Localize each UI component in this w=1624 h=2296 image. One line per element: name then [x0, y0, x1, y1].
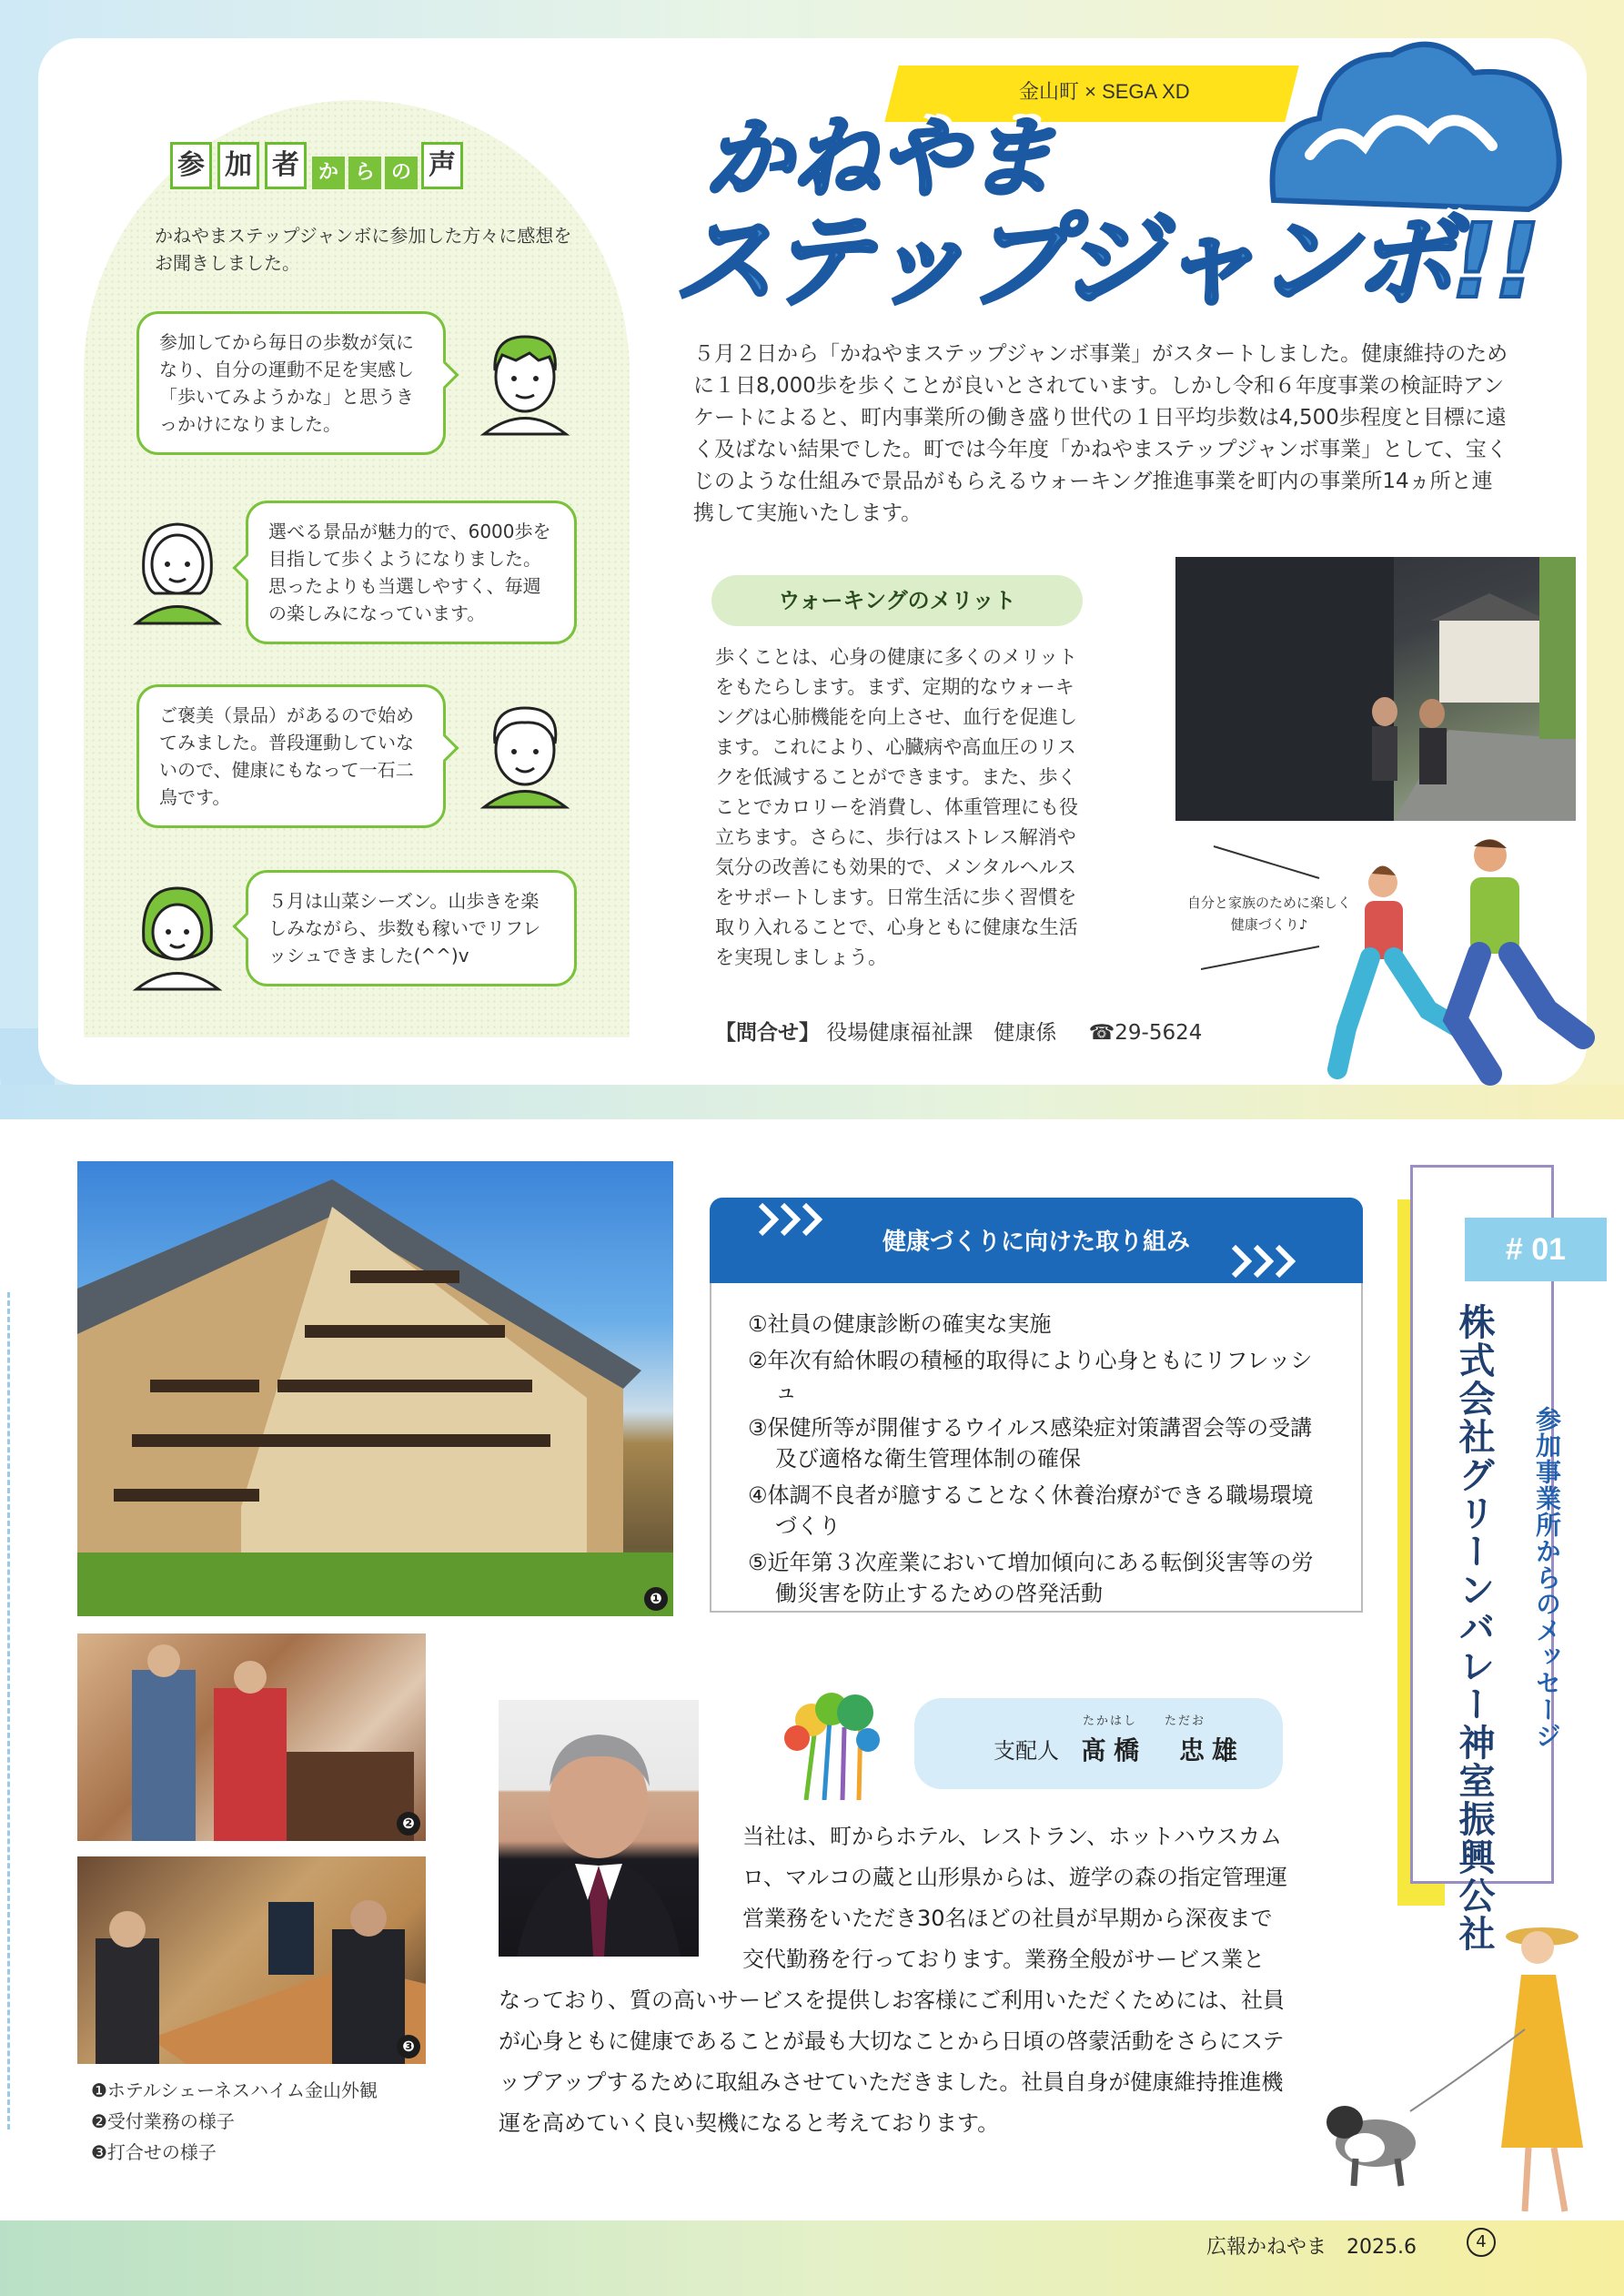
page-number: 4 [1467, 2228, 1496, 2257]
section-label: 参加事業所からのメッセージ [1532, 1406, 1562, 1749]
voices-heading [170, 142, 469, 189]
meeting-photo-illustration [77, 1856, 426, 2064]
reception-photo-illustration [77, 1633, 426, 1841]
manager-name: 髙橋 忠雄 [1081, 1735, 1246, 1765]
runner-caption: 自分と家族のために楽しく健康づくり♪ [1186, 895, 1351, 933]
voice-bubble [136, 684, 446, 828]
contact-info [715, 1016, 1202, 1046]
meeting-photo [77, 1856, 426, 2064]
title-line-1: かねやま [705, 107, 1054, 209]
dashed-divider [7, 1292, 10, 2129]
hotel-photo [77, 1161, 673, 1616]
footer-publication: 広報かねやま 2025.6 [1206, 2236, 1417, 2259]
woman-avatar-icon [127, 510, 227, 628]
voice-bubble [246, 870, 577, 986]
message-part: なっており、質の高いサービスを提供しお客様にご利用いただくためには、社員が心身ともに健康であることが最も大切なことから日頃の啓蒙活動をさらにステップアップするために取組みさせていただきました。社員自身が健康維持推進機運を高めていく良い契機になると考えております。 [499, 1988, 1285, 2136]
company-number: # 01 [1465, 1218, 1607, 1281]
photo-caption: ❶ホテルシェーネスハイム金山外観 [91, 2079, 378, 2101]
hotel-photo-illustration [77, 1161, 673, 1616]
man-avatar-icon [475, 320, 575, 439]
manager-title: 支配人 [994, 1738, 1059, 1764]
voice-text: ご褒美（景品）があるので始めてみました。普段運動していないので、健康にもなって一石二鳥です。 [159, 704, 414, 808]
heading-char-small: の [385, 157, 418, 189]
initiative-item: ①社員の健康診断の確実な実施 [748, 1311, 1052, 1337]
voice-bubble [246, 501, 577, 644]
walking-photo-illustration [1175, 557, 1576, 821]
heading-char: 者 [265, 142, 307, 189]
initiative-item: ②年次有給休暇の積極的取得により心身ともにリフレッシュ [748, 1348, 1313, 1404]
merit-paragraph: 歩くことは、心身の健康に多くのメリットをもたらします。まず、定期的なウォーキングは心肺機能を向上させ、血行を促進します。これにより、心臓病や高血圧のリスクを低減することができます。また、歩くことでカロリーを消費し、体重管理にも役立ちます。さらに、歩行はストレス解消や気分の改善にも効果的で、メンタルヘルスをサポートします。日常生活に歩く習慣を取り入れることで、心身ともに健康な生活を実現しましょう。 [715, 646, 1078, 968]
woman-avatar-icon [127, 875, 227, 994]
title-tag-text: 金山町 × SEGA XD [1019, 80, 1190, 103]
initiative-item: ④体調不良者が臆することなく休養治療ができる職場環境づくり [748, 1482, 1314, 1539]
woman-with-dog-illustration [1310, 1920, 1610, 2220]
initiative-item: ③保健所等が開催するウイルス感染症対策講習会等の受講及び適格な衛生管理体制の確保 [748, 1415, 1313, 1472]
initiatives-list [748, 1309, 1330, 1614]
heading-char: 参 [170, 142, 212, 189]
voices-intro: かねやまステップジャンボに参加した方々に感想をお聞きしました。 [155, 225, 572, 274]
runners-illustration [1201, 837, 1601, 1147]
photo-caption: ❸打合せの様子 [91, 2141, 217, 2163]
walking-photo [1175, 557, 1576, 821]
voice-text: 参加してから毎日の歩数が気になり、自分の運動不足を実感し「歩いてみようかな」と思うきっかけになりました。 [159, 331, 414, 435]
photo-number: ❸ [397, 2035, 420, 2058]
title-line-2: ステップジャンボ!! [673, 203, 1538, 321]
voice-text: 選べる景品が魅力的で、6000歩を目指して歩くようになりました。思ったよりも当選しやすく、毎週の楽しみになっています。 [268, 521, 551, 624]
initiatives-title: 健康づくりに向けた取り組み [882, 1229, 1190, 1256]
contact-dept: 役場健康福祉課 健康係 [826, 1021, 1057, 1045]
intro-paragraph: ５月２日から「かねやまステップジャンボ事業」がスタートしました。健康維持のために１日8,000歩を歩くことが良いとされています。しかし令和６年度事業の検証時アンケートによると、町内事業所の働き盛り世代の１日平均歩数は4,500歩程度と目標に遠く及ばない結果でした。町では今年度「かねやまステップジャンボ事業」として、宝くじのような仕組みで景品がもらえるウォーキング推進事業を町内の事業所14ヵ所と連携して実施いたします。 [693, 342, 1508, 525]
company-name: 株式会社グリーンバレー神室振興公社 [1453, 1303, 1495, 1953]
merit-heading: ウォーキングのメリット [711, 575, 1083, 626]
photo-number: ❷ [397, 1812, 420, 1836]
company-logo-icon [779, 1682, 886, 1800]
heading-char: 加 [217, 142, 259, 189]
contact-phone: ☎29-5624 [1088, 1021, 1203, 1045]
voice-bubble [136, 311, 446, 455]
man-avatar-icon [475, 693, 575, 812]
voice-text: ５月は山菜シーズン。山歩きを楽しみながら、歩数も稼いでリフレッシュできました(^^)v [268, 890, 541, 966]
heading-char-small: ら [348, 157, 381, 189]
heading-char: 声 [421, 142, 463, 189]
reception-photo [77, 1633, 426, 1841]
heading-char-small: か [312, 157, 345, 189]
photo-captions [91, 2075, 378, 2168]
manager-name-ruby: たかはし ただお [1083, 1714, 1206, 1728]
manager-message [499, 1816, 1290, 2144]
message-part: 当社は、町からホテル、レストラン、ホットハウスカムロ、マルコの蔵と山形県からは、遊学の森の指定管理運営業務をいただき30名ほどの社員が早期から深夜まで交代勤務を行っております。業務全般がサービス業と [742, 1824, 1288, 1972]
contact-label: 【問合せ】 [715, 1021, 820, 1045]
photo-caption: ❷受付業務の様子 [91, 2110, 235, 2132]
initiative-item: ⑤近年第３次産業において増加傾向にある転倒災害等の労働災害を防止するための啓発活動 [748, 1550, 1314, 1606]
photo-number: ❶ [644, 1587, 668, 1611]
